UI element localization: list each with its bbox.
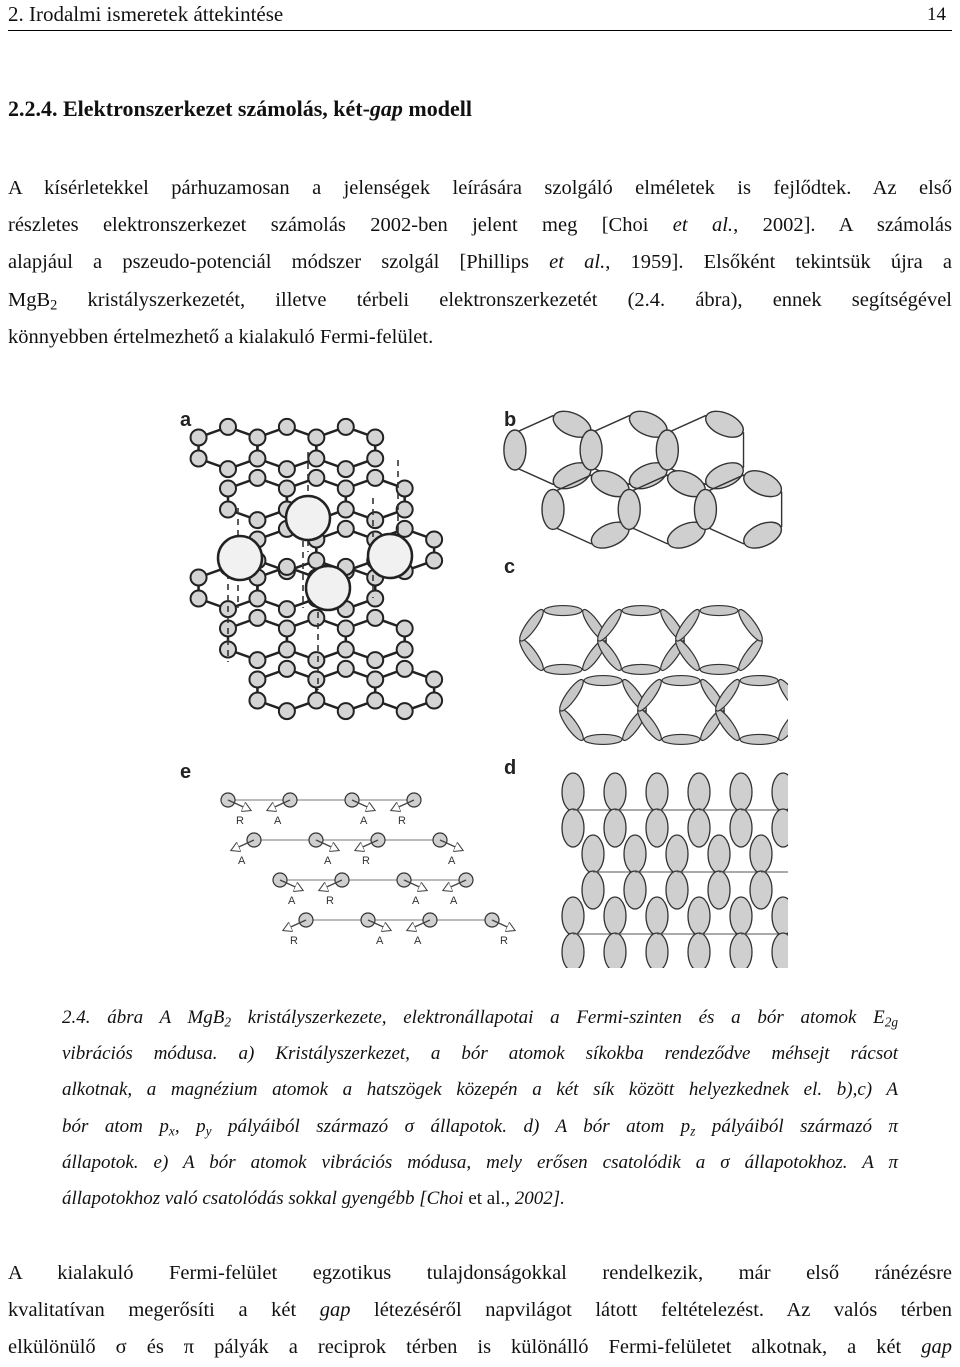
boron-atom bbox=[397, 661, 413, 677]
boron-atom bbox=[338, 620, 354, 636]
magnesium-atom bbox=[306, 566, 350, 610]
boron-atom bbox=[367, 451, 383, 467]
text-line bbox=[8, 1329, 952, 1366]
pi-orbital-lobe bbox=[562, 773, 584, 811]
pi-orbital-lobe bbox=[772, 809, 788, 847]
text-line bbox=[8, 1292, 952, 1329]
boron-atom bbox=[191, 429, 207, 445]
pi-orbital-lobe bbox=[666, 871, 688, 909]
text-run: állapotokhoz való csatolódás sokkal gyengébb [Choi bbox=[62, 1188, 469, 1210]
subscript: x bbox=[168, 1122, 175, 1138]
sigma-orbital-lobe bbox=[700, 664, 738, 674]
boron-atom bbox=[426, 671, 442, 687]
arrow-label: A bbox=[274, 815, 282, 827]
subscript: 2 bbox=[224, 1014, 232, 1030]
page-number: 14 bbox=[927, 4, 946, 25]
pi-orbital-lobe bbox=[646, 773, 668, 811]
pi-orbital-lobe bbox=[688, 773, 710, 811]
boron-atom bbox=[367, 610, 383, 626]
text-line: A kísérletekkel párhuzamosan a jelenségek leírására szolgáló elméletek is fejlődtek. Az első bbox=[8, 177, 952, 199]
boron-atom bbox=[367, 470, 383, 486]
sigma-orbital-lobe bbox=[740, 517, 786, 553]
figure-graphic bbox=[168, 380, 788, 968]
pi-orbital-lobe bbox=[730, 897, 752, 935]
text-line bbox=[8, 244, 952, 281]
sigma-orbital-lobe bbox=[656, 430, 678, 470]
sigma-orbital-lobe bbox=[556, 677, 586, 714]
pi-orbital-lobe bbox=[562, 933, 584, 968]
panel-e-vibration-mode bbox=[221, 793, 514, 947]
boron-atom bbox=[338, 502, 354, 518]
pi-orbital-lobe bbox=[750, 835, 772, 873]
boron-atom bbox=[249, 591, 265, 607]
boron-atom bbox=[367, 693, 383, 709]
magnesium-atom bbox=[218, 536, 262, 580]
boron-atom bbox=[308, 652, 324, 668]
subscript: 2 bbox=[50, 297, 58, 314]
boron-atom bbox=[338, 521, 354, 537]
pi-orbital-lobe bbox=[604, 933, 626, 968]
paragraph-intro bbox=[8, 170, 952, 356]
arrow-label: A bbox=[288, 895, 296, 907]
boron-atom bbox=[397, 703, 413, 719]
text-run: pályáiból származó π bbox=[695, 1115, 898, 1137]
sigma-orbital-lobe bbox=[556, 706, 586, 743]
boron-atom bbox=[220, 502, 236, 518]
boron-atom bbox=[308, 693, 324, 709]
boron-atom bbox=[220, 480, 236, 496]
boron-atom bbox=[249, 693, 265, 709]
boron-atom bbox=[191, 569, 207, 585]
pi-orbital-lobe bbox=[730, 809, 752, 847]
panel-a-crystal-lattice bbox=[191, 419, 443, 719]
boron-atom bbox=[279, 480, 295, 496]
text-run: MgB bbox=[8, 288, 51, 311]
arrow-label: A bbox=[412, 895, 420, 907]
arrow-label: R bbox=[236, 815, 244, 827]
boron-atom bbox=[279, 620, 295, 636]
boron-atom bbox=[249, 610, 265, 626]
text-run: , 2002]. bbox=[505, 1188, 565, 1210]
boron-atom bbox=[220, 419, 236, 435]
arrow-label: A bbox=[414, 935, 422, 947]
sigma-orbital-lobe bbox=[740, 734, 778, 744]
boron-atom bbox=[397, 502, 413, 518]
text-run: , 2002]. A számolás bbox=[733, 214, 952, 237]
section-number: 2.2.4. bbox=[8, 96, 58, 121]
sigma-orbital-lobe bbox=[622, 664, 660, 674]
figure-mgb2-structure bbox=[168, 380, 788, 968]
boron-atom bbox=[397, 642, 413, 658]
text-run: pályáiból származó σ állapotok. d) A bór atom p bbox=[211, 1115, 691, 1137]
boron-atom bbox=[367, 652, 383, 668]
sigma-orbital-lobe bbox=[516, 607, 546, 644]
text-run: kristályszerkezete, elektronállapotai a Fermi-szinten és a bór atomok E bbox=[231, 1007, 885, 1028]
term-gap: gap bbox=[921, 1336, 952, 1359]
sigma-orbital-lobe bbox=[662, 676, 700, 686]
text-line: A kialakuló Fermi-felület egzotikus tulajdonságokkal rendelkezik, már első ránézésre bbox=[8, 1262, 952, 1284]
pi-orbital-lobe bbox=[708, 871, 730, 909]
pi-orbital-lobe bbox=[772, 773, 788, 811]
section-title-italic: gap bbox=[369, 96, 403, 121]
pi-orbital-lobe bbox=[604, 897, 626, 935]
section-title-text: Elektronszerkezet számolás, két- bbox=[63, 96, 370, 121]
caption-line: alkotnak, a magnézium atomok a hatszögek közepén a két sík között helyezkednek el. b),c) A bbox=[62, 1079, 898, 1101]
pi-orbital-lobe bbox=[708, 835, 730, 873]
sigma-orbital-lobe bbox=[702, 406, 748, 442]
panel-label-d: d bbox=[504, 757, 517, 779]
boron-atom bbox=[367, 512, 383, 528]
boron-atom bbox=[191, 451, 207, 467]
pi-orbital-lobe bbox=[688, 809, 710, 847]
arrow-label: R bbox=[500, 935, 508, 947]
panel-d-pi-orbitals bbox=[562, 773, 788, 968]
sigma-orbital-lobe bbox=[580, 430, 602, 470]
arrow-label: A bbox=[324, 855, 332, 867]
panel-b-sigma-orbitals bbox=[504, 406, 785, 553]
boron-atom bbox=[249, 671, 265, 687]
boron-atom bbox=[367, 429, 383, 445]
boron-atom bbox=[279, 703, 295, 719]
panel-label-a: a bbox=[180, 409, 192, 431]
sigma-orbital-lobe bbox=[622, 606, 660, 616]
arrow-label: R bbox=[326, 895, 334, 907]
boron-atom bbox=[279, 461, 295, 477]
sigma-orbital-lobe bbox=[618, 489, 640, 529]
boron-atom bbox=[367, 591, 383, 607]
figure-caption bbox=[62, 1000, 898, 1217]
citation-etal: et al. bbox=[672, 214, 734, 237]
pi-orbital-lobe bbox=[666, 835, 688, 873]
text-run: 2.4. ábra A MgB bbox=[62, 1007, 225, 1028]
boron-atom bbox=[338, 461, 354, 477]
pi-orbital-lobe bbox=[562, 897, 584, 935]
paragraph-fermi-surface bbox=[8, 1255, 952, 1367]
panel-label-e: e bbox=[180, 761, 192, 783]
boron-atom bbox=[308, 451, 324, 467]
caption-line: állapotok. e) A bór atomok vibrációs módusa, mely erősen csatolódik a σ állapotokhoz. A π bbox=[62, 1151, 898, 1173]
pi-orbital-lobe bbox=[624, 835, 646, 873]
boron-atom bbox=[338, 642, 354, 658]
section-heading bbox=[8, 96, 472, 122]
boron-atom bbox=[279, 661, 295, 677]
pi-orbital-lobe bbox=[646, 933, 668, 968]
text-line: könnyebben értelmezhető a kialakuló Fermi-felület. bbox=[8, 325, 434, 348]
boron-atom bbox=[279, 559, 295, 575]
term-gap: gap bbox=[319, 1299, 351, 1322]
boron-atom bbox=[338, 703, 354, 719]
pi-orbital-lobe bbox=[750, 871, 772, 909]
chapter-title: 2. Irodalmi ismeretek áttekintése bbox=[8, 2, 284, 26]
sigma-orbital-lobe bbox=[735, 607, 765, 644]
sigma-orbital-lobe bbox=[542, 489, 564, 529]
pi-orbital-lobe bbox=[604, 773, 626, 811]
pi-orbital-lobe bbox=[582, 871, 604, 909]
caption-line bbox=[62, 1181, 898, 1217]
pi-orbital-lobe bbox=[562, 809, 584, 847]
subscript: z bbox=[690, 1122, 696, 1138]
boron-atom bbox=[279, 601, 295, 617]
text-run: létezéséről napvilágot látott feltételezést. Az valós térben bbox=[350, 1299, 952, 1322]
sigma-orbital-lobe bbox=[735, 636, 765, 673]
boron-atom bbox=[308, 429, 324, 445]
boron-atom bbox=[279, 642, 295, 658]
pi-orbital-lobe bbox=[688, 933, 710, 968]
sigma-orbital-lobe bbox=[516, 636, 546, 673]
boron-atom bbox=[249, 470, 265, 486]
magnesium-atom bbox=[286, 496, 330, 540]
text-run: részletes elektronszerkezet számolás 2002-ben jelent meg [Choi bbox=[8, 214, 673, 237]
boron-atom bbox=[249, 512, 265, 528]
section-title-end: modell bbox=[402, 96, 472, 121]
pi-orbital-lobe bbox=[772, 897, 788, 935]
text-run: elkülönülő σ és π pályák a reciprok térben is különálló Fermi-felületet alkotnak, a két bbox=[8, 1336, 922, 1359]
text-run: kvalitatívan megerősíti a két bbox=[8, 1299, 320, 1322]
arrow-label: A bbox=[360, 815, 368, 827]
sigma-orbital-lobe bbox=[662, 734, 700, 744]
arrow-label: A bbox=[450, 895, 458, 907]
boron-atom bbox=[249, 429, 265, 445]
magnesium-atom bbox=[368, 534, 412, 578]
text-run: , 1959]. Elsőként tekintsük újra a bbox=[605, 251, 953, 274]
boron-atom bbox=[191, 591, 207, 607]
text-run: bór atom p bbox=[62, 1115, 169, 1137]
pi-orbital-lobe bbox=[604, 809, 626, 847]
boron-atom bbox=[308, 610, 324, 626]
boron-atom bbox=[279, 419, 295, 435]
arrow-label: R bbox=[362, 855, 370, 867]
boron-atom bbox=[338, 661, 354, 677]
boron-atom bbox=[367, 671, 383, 687]
pi-orbital-lobe bbox=[730, 773, 752, 811]
pi-orbital-lobe bbox=[730, 933, 752, 968]
panel-c-sigma-orbitals bbox=[516, 606, 788, 745]
panel-label-c: c bbox=[504, 556, 516, 578]
boron-atom bbox=[397, 521, 413, 537]
arrow-label: A bbox=[238, 855, 246, 867]
pi-orbital-lobe bbox=[646, 809, 668, 847]
pi-orbital-lobe bbox=[624, 871, 646, 909]
caption-line: vibrációs módusa. a) Kristályszerkezet, a bór atomok síkokba rendeződve méhsejt rácsot bbox=[62, 1043, 898, 1065]
boron-atom bbox=[308, 470, 324, 486]
boron-atom bbox=[308, 671, 324, 687]
text-line bbox=[8, 282, 952, 319]
boron-atom bbox=[426, 531, 442, 547]
caption-line bbox=[62, 1109, 898, 1145]
panel-label-b: b bbox=[504, 409, 517, 431]
boron-atom bbox=[397, 620, 413, 636]
boron-atom bbox=[397, 480, 413, 496]
text-run: , p bbox=[174, 1115, 206, 1137]
citation-etal: et al. bbox=[468, 1188, 506, 1210]
pi-orbital-lobe bbox=[646, 897, 668, 935]
sigma-orbital-lobe bbox=[504, 430, 526, 470]
sigma-orbital-lobe bbox=[694, 489, 716, 529]
subscript: 2g bbox=[884, 1014, 898, 1030]
boron-atom bbox=[426, 693, 442, 709]
subscript: y bbox=[205, 1122, 212, 1138]
arrow-label: R bbox=[290, 935, 298, 947]
text-run: alapjául a pszeudo-potenciál módszer szolgál [Phillips bbox=[8, 251, 550, 274]
sigma-orbital-lobe bbox=[700, 606, 738, 616]
text-run: kristályszerkezetét, illetve térbeli elektronszerkezetét (2.4. ábra), ennek segítségével bbox=[57, 288, 952, 311]
pi-orbital-lobe bbox=[582, 835, 604, 873]
arrow-label: A bbox=[376, 935, 384, 947]
boron-atom bbox=[426, 553, 442, 569]
sigma-orbital-lobe bbox=[740, 465, 786, 501]
arrow-label: R bbox=[398, 815, 406, 827]
sigma-orbital-lobe bbox=[544, 606, 582, 616]
sigma-orbital-lobe bbox=[740, 676, 778, 686]
arrow-label: A bbox=[448, 855, 456, 867]
sigma-orbital-lobe bbox=[584, 734, 622, 744]
boron-atom bbox=[338, 480, 354, 496]
boron-atom bbox=[249, 652, 265, 668]
text-line bbox=[8, 207, 952, 244]
page-header bbox=[8, 0, 952, 31]
sigma-orbital-lobe bbox=[584, 676, 622, 686]
boron-atom bbox=[338, 419, 354, 435]
pi-orbital-lobe bbox=[772, 933, 788, 968]
sigma-orbital-lobe bbox=[544, 664, 582, 674]
caption-line bbox=[62, 1000, 898, 1036]
pi-orbital-lobe bbox=[688, 897, 710, 935]
boron-atom bbox=[249, 451, 265, 467]
citation-etal: et al. bbox=[549, 251, 606, 274]
boron-atom bbox=[220, 461, 236, 477]
